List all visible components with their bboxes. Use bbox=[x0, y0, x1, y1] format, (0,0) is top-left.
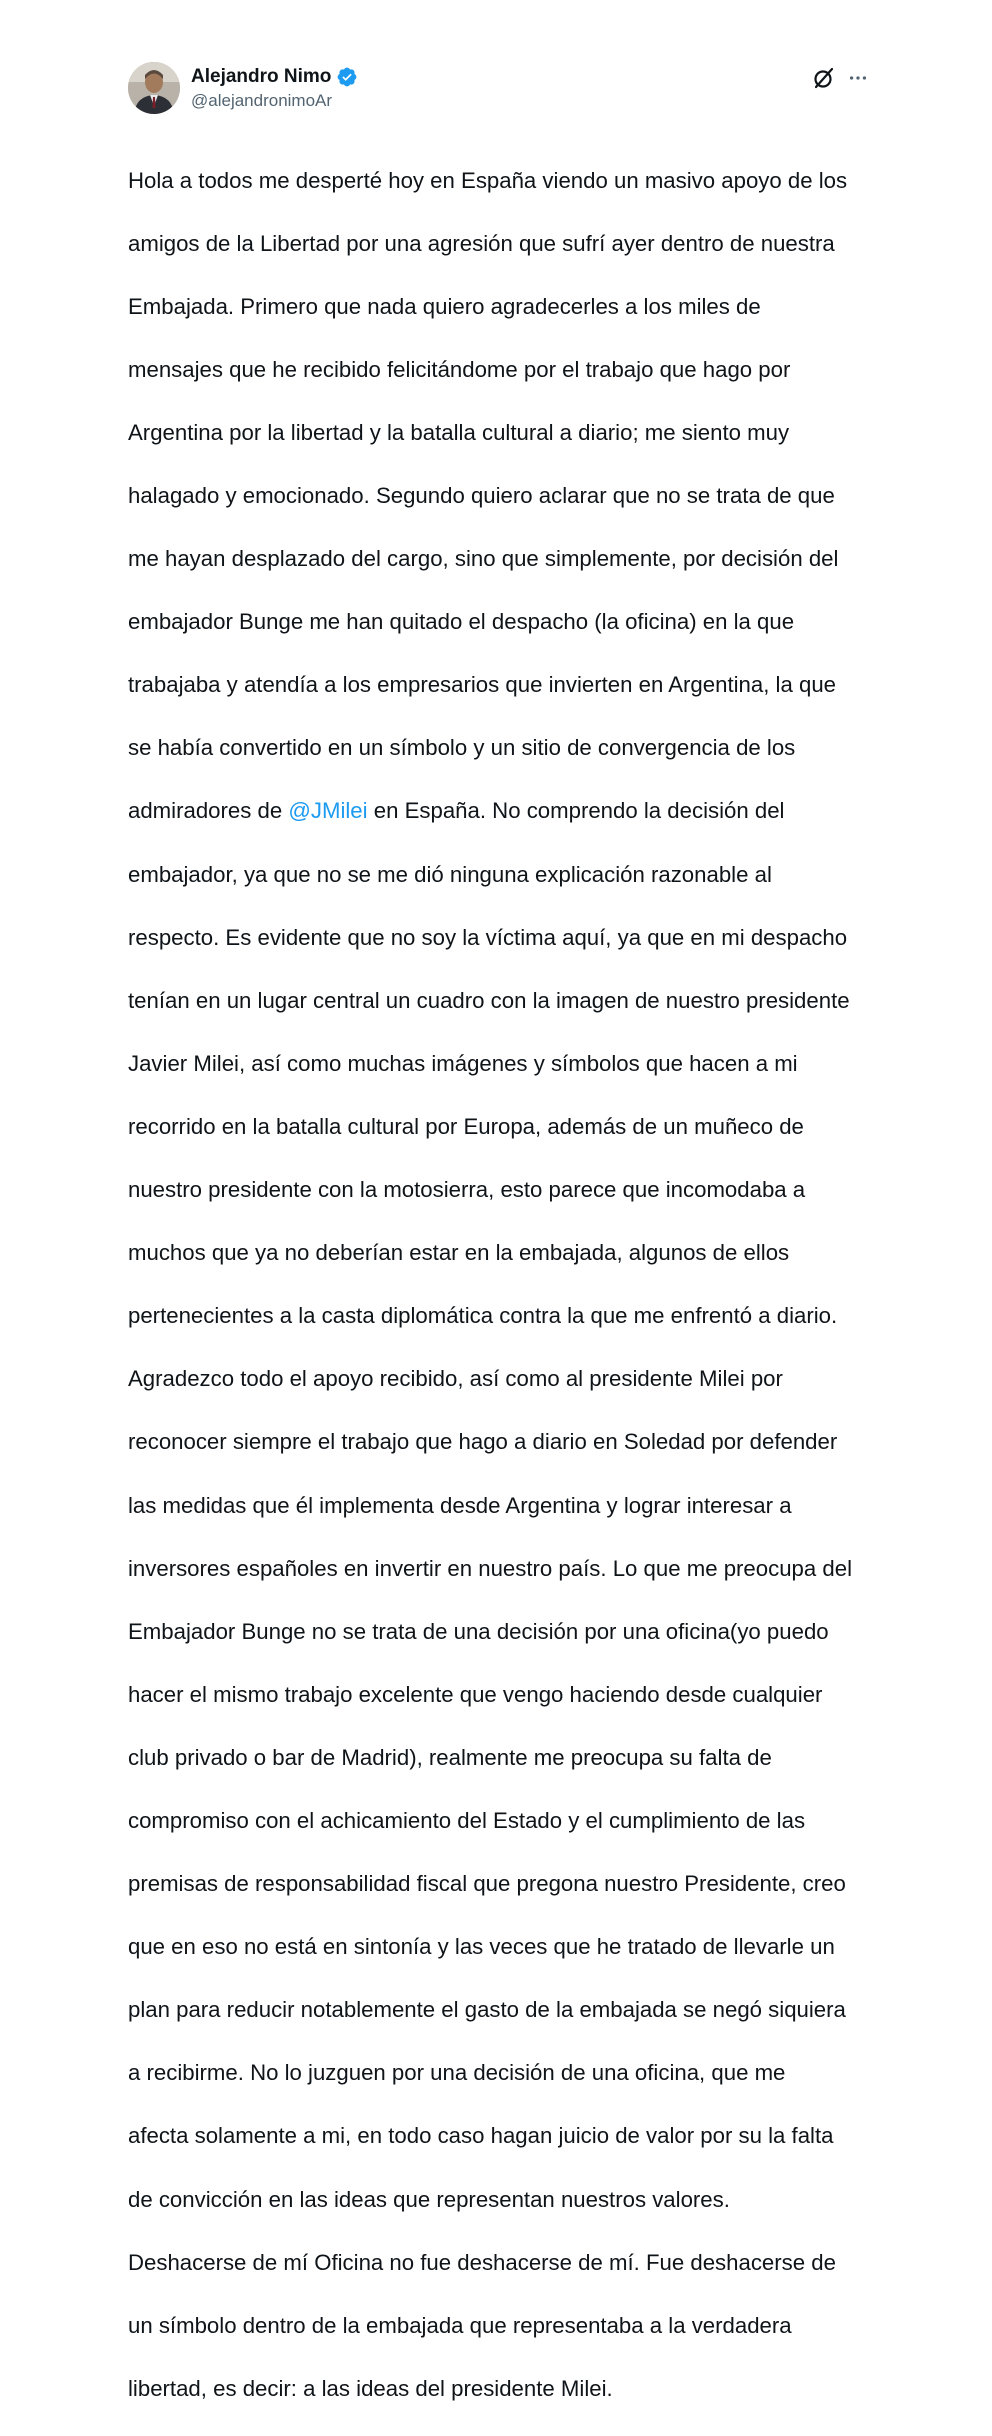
tweet-line: recorrido en la batalla cultural por Europa, además de un muñeco de bbox=[128, 1113, 804, 1139]
tweet-header bbox=[128, 62, 872, 118]
tweet-line: a recibirme. No lo juzguen por una decisión de una oficina, que me bbox=[128, 2060, 786, 2086]
tweet-line: un símbolo dentro de la embajada que representaba a la verdadera bbox=[128, 2312, 792, 2338]
tweet-line: embajador, ya que no se me dió ninguna explicación razonable al bbox=[128, 861, 772, 887]
tweet-line: mensajes que he recibido felicitándome por el trabajo que hago por bbox=[128, 356, 791, 382]
tweet-line: nuestro presidente con la motosierra, esto parece que incomodaba a bbox=[128, 1177, 806, 1203]
tweet-line: me hayan desplazado del cargo, sino que simplemente, por decisión del bbox=[128, 546, 839, 572]
tweet-line: club privado o bar de Madrid), realmente me preocupa su falta de bbox=[128, 1744, 772, 1770]
tweet-line: plan para reducir notablemente el gasto de la embajada se negó siquiera bbox=[128, 1997, 846, 2023]
author-name[interactable]: Alejandro Nimo bbox=[191, 66, 332, 87]
author-info bbox=[191, 64, 358, 111]
tweet-actions bbox=[810, 64, 872, 92]
grok-icon[interactable] bbox=[810, 64, 838, 92]
tweet-line: embajador Bunge me han quitado el despacho (la oficina) en la que bbox=[128, 609, 795, 635]
tweet-line: se había convertido en un símbolo y un sitio de convergencia de los bbox=[128, 735, 796, 761]
tweet-line: tenían en un lugar central un cuadro con la imagen de nuestro presidente bbox=[128, 987, 850, 1013]
author-handle[interactable]: @alejandronimoAr bbox=[191, 91, 333, 110]
tweet-line: halagado y emocionado. Segundo quiero aclarar que no se trata de que bbox=[128, 483, 835, 509]
more-options-icon[interactable] bbox=[844, 64, 872, 92]
tweet-line: Deshacerse de mí Oficina no fue deshacerse de mí. Fue deshacerse de bbox=[128, 2249, 836, 2275]
mention-link[interactable]: @JMilei bbox=[288, 798, 368, 824]
tweet-line: Hola a todos me desperté hoy en España viendo un masivo apoyo de los bbox=[128, 167, 848, 193]
tweet-line: Argentina por la libertad y la batalla cultural a diario; me siento muy bbox=[128, 419, 790, 445]
tweet-line: inversores españoles en invertir en nuestro país. Lo que me preocupa del bbox=[128, 1555, 852, 1581]
tweet-line: Embajador Bunge no se trata de una decisión por una oficina(yo puedo bbox=[128, 1618, 829, 1644]
author-avatar[interactable] bbox=[128, 62, 180, 114]
mention-prefix: admiradores de bbox=[128, 798, 289, 824]
tweet-line: libertad, es decir: a las ideas del presidente Milei. bbox=[128, 2375, 613, 2401]
tweet-line: reconocer siempre el trabajo que hago a diario en Soledad por defender bbox=[128, 1429, 838, 1455]
tweet-line: hacer el mismo trabajo excelente que vengo haciendo desde cualquier bbox=[128, 1681, 823, 1707]
tweet-line: muchos que ya no deberían estar en la embajada, algunos de ellos bbox=[128, 1240, 790, 1266]
avatar-image bbox=[128, 62, 180, 114]
tweet-line: Embajada. Primero que nada quiero agradecerles a los miles de bbox=[128, 293, 761, 319]
tweet-line: de convicción en las ideas que representan nuestros valores. bbox=[128, 2186, 730, 2212]
tweet-line: que en eso no está en sintonía y las veces que he tratado de llevarle un bbox=[128, 1934, 835, 1960]
tweet-line: Agradezco todo el apoyo recibido, así como al presidente Milei por bbox=[128, 1366, 783, 1392]
tweet-line: compromiso con el achicamiento del Estado y el cumplimiento de las bbox=[128, 1807, 806, 1833]
tweet-line: amigos de la Libertad por una agresión que sufrí ayer dentro de nuestra bbox=[128, 230, 835, 256]
tweet-line: trabajaba y atendía a los empresarios que invierten en Argentina, la que bbox=[128, 672, 836, 698]
tweet-line: Javier Milei, así como muchas imágenes y símbolos que hacen a mi bbox=[128, 1050, 798, 1076]
verified-badge-icon[interactable] bbox=[336, 66, 358, 88]
tweet-line: pertenecientes a la casta diplomática contra la que me enfrentó a diario. bbox=[128, 1303, 838, 1329]
tweet-text bbox=[128, 133, 888, 2436]
tweet-line: las medidas que él implementa desde Argentina y lograr interesar a bbox=[128, 1492, 792, 1518]
author-name-row bbox=[191, 64, 358, 90]
tweet-line: afecta solamente a mi, en todo caso hagan juicio de valor por su la falta bbox=[128, 2123, 834, 2149]
mention-suffix: en España. No comprendo la decisión del bbox=[367, 798, 785, 824]
tweet-line: respecto. Es evidente que no soy la víctima aquí, ya que en mi despacho bbox=[128, 924, 848, 950]
tweet-line: premisas de responsabilidad fiscal que pregona nuestro Presidente, creo bbox=[128, 1871, 846, 1897]
tweet-line-with-mention bbox=[128, 795, 888, 827]
